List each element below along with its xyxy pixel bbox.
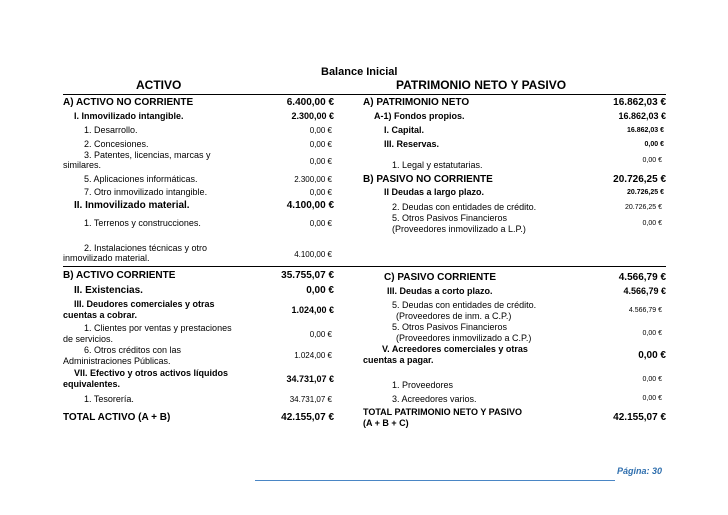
deudas-entidades-cp-value: 4.566,79 € [628,307,662,314]
pasivo-no-corriente-label: B) PASIVO NO CORRIENTE [363,174,493,185]
deudas-entidades-cp-label: 5. Deudas con entidades de crédito. [392,300,537,310]
concesiones-value: 0,00 € [309,140,332,149]
patrimonio-neto-value: 16.862,03 € [613,97,666,108]
patrimonio-neto-label: A) PATRIMONIO NETO [363,97,470,108]
activo-corriente-label: B) ACTIVO CORRIENTE [63,270,176,281]
inmovilizado-material-label: II. Inmovilizado material. [74,200,190,211]
otros-pasivos-lp-label: 5. Otros Pasivos Financieros [392,213,508,223]
otros-pasivos-cp-label: 5. Otros Pasivos Financieros [392,322,508,332]
desarrollo-value: 0,00 € [309,126,332,135]
fondos-propios-value: 16.862,03 € [618,111,666,121]
activo-no-corriente-label: A) ACTIVO NO CORRIENTE [63,97,194,108]
terrenos-label: 1. Terrenos y construcciones. [84,218,201,228]
activo-header: ACTIVO [136,78,182,92]
inmovilizado-material-value: 4.100,00 € [286,200,334,211]
acreedores-varios-value: 0,00 € [642,395,662,402]
activo-corriente-value: 35.755,07 € [281,270,334,281]
efectivo-value: 34.731,07 € [286,374,334,384]
page-title: Balance Inicial [321,66,398,78]
instalaciones-label: 2. Instalaciones técnicas y otro [84,243,208,253]
pasivo-no-corriente-value: 20.726,25 € [613,174,666,185]
clientes-value: 0,00 € [309,330,332,339]
deudas-lp-label: II Deudas a largo plazo. [384,187,485,197]
pasivo-corriente-label: C) PASIVO CORRIENTE [384,272,497,283]
reservas-value: 0,00 € [644,141,664,148]
tesoreria-value: 34.731,07 € [289,395,332,404]
efectivo-label-cont: equivalentes. [63,379,121,389]
activo-no-corriente-value: 6.400,00 € [286,97,334,108]
pasivo-corriente-value: 4.566,79 € [618,272,666,283]
otros-pasivos-lp-label-cont: (Proveedores inmovilizado a L.P.) [392,224,526,234]
efectivo-label: VII. Efectivo y otros activos líquidos [74,368,229,378]
legal-label: 1. Legal y estatutarias. [392,160,483,170]
aplicaciones-value: 2.300,00 € [294,175,332,184]
total-activo-label: TOTAL ACTIVO (A + B) [63,412,171,423]
instalaciones-label-cont: inmovilizado material. [63,253,150,263]
total-pasivo-label: TOTAL PATRIMONIO NETO Y PASIVO [363,407,523,417]
terrenos-value: 0,00 € [309,219,332,228]
capital-label: I. Capital. [384,125,425,135]
deudas-cp-value: 4.566,79 € [623,286,666,296]
otro-intangible-value: 0,00 € [309,188,332,197]
deudas-entidades-value: 20.726,25 € [625,204,662,211]
proveedores-label: 1. Proveedores [392,380,454,390]
tesoreria-label: 1. Tesorería. [84,394,134,404]
patentes-value: 0,00 € [309,157,332,166]
fondos-propios-label: A-1) Fondos propios. [374,111,465,121]
otros-creditos-value: 1.024,00 € [294,351,332,360]
legal-value: 0,00 € [642,157,662,164]
existencias-label: II. Existencias. [74,285,143,296]
acreedores-label: V. Acreedores comerciales y otras [382,344,528,354]
deudas-entidades-label: 2. Deudas con entidades de crédito. [392,202,537,212]
acreedores-value: 0,00 € [638,350,666,361]
instalaciones-value: 4.100,00 € [294,250,332,259]
total-activo-value: 42.155,07 € [281,412,334,423]
aplicaciones-label: 5. Aplicaciones informáticas. [84,174,198,184]
total-pasivo-label-cont: (A + B + C) [363,418,409,428]
patentes-label: 3. Patentes, licencias, marcas y [84,150,211,160]
reservas-label: III. Reservas. [384,139,440,149]
desarrollo-label: 1. Desarrollo. [84,125,138,135]
section-rule [63,266,666,267]
page-number: Página: 30 [616,466,662,476]
otros-creditos-label-cont: Administraciones Públicas. [63,356,171,366]
concesiones-label: 2. Concesiones. [84,139,149,149]
deudas-cp-label: III. Deudas a corto plazo. [387,286,493,296]
otros-creditos-label: 6. Otros créditos con las [84,345,182,355]
acreedores-varios-label: 3. Acreedores varios. [392,394,477,404]
clientes-label-cont: de servicios. [63,334,114,344]
existencias-value: 0,00 € [306,285,334,296]
pasivo-header: PATRIMONIO NETO Y PASIVO [396,78,567,92]
otros-pasivos-cp-label-cont: (Proveedores inmovilizado a C.P.) [396,333,532,343]
deudas-entidades-cp-label-cont: (Proveedores de inm. a C.P.) [396,311,512,321]
total-pasivo-value: 42.155,07 € [613,412,666,423]
otros-pasivos-lp-value: 0,00 € [642,220,662,227]
inmovilizado-intangible-value: 2.300,00 € [291,111,334,121]
capital-value: 16.862,03 € [627,127,664,134]
patentes-label-cont: similares. [63,160,102,170]
deudas-lp-value: 20.726,25 € [627,189,664,196]
inmovilizado-intangible-label: I. Inmovilizado intangible. [74,111,184,121]
acreedores-label-cont: cuentas a pagar. [363,355,434,365]
otros-pasivos-cp-value: 0,00 € [642,330,662,337]
deudores-label-cont: cuentas a cobrar. [63,310,138,320]
header-rule [63,94,666,95]
deudores-value: 1.024,00 € [291,305,334,315]
otro-intangible-label: 7. Otro inmovilizado intangible. [84,187,208,197]
deudores-label: III. Deudores comerciales y otras [74,299,215,309]
proveedores-value: 0,00 € [642,376,662,383]
footer-rule [255,480,615,481]
clientes-label: 1. Clientes por ventas y prestaciones [84,323,232,333]
